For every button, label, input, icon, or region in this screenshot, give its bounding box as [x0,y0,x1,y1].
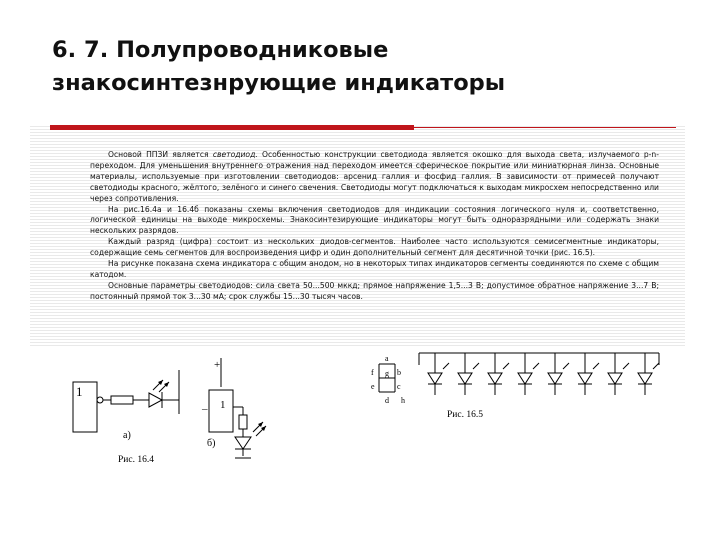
paragraph-1-rest: Особенностью конструкции светодиода является окошко для выхода света, излучаемого p-n-переходом. Для уменьшения внутреннего отражения над переходом имеется сферическое покрытие или миниатюрная линза. Основные материалы, используемые при изготовлении светодиодов: арсенид галлия и фосфид галлия. В зависимости от примесей получают светодиоды красного, жёлтого, зелёного и синего свечения. Светодиоды могут подключаться к выходам микросхем непосредственно или через сопротивления. [90,150,659,203]
figure-16-5-schematic [365,347,662,427]
segment-g-label: g [385,369,389,378]
segment-f-label: f [371,368,374,377]
segment-b-label: b [397,368,401,377]
gate-a-inversion-bubble [97,397,103,403]
paragraph-2: На рис.16.4а и 16.4б показаны схемы включения светодиодов для индикации состояния логического нуля и, соответственно, логической единицы на выходе микросхемы. Знакосинтезирующие индикаторы могут быть одноразрядными или содержать знаки нескольких разрядов. [90,204,659,236]
title-line-2: знакосинтезнрующие индикаторы [52,70,506,96]
paragraph-4: На рисунке показана схема индикатора с общим анодом, но в некоторых типах индикаторов сегменты соединяются по схеме с общим катодом. [90,259,659,279]
body-text [90,150,659,303]
figure-16-4 [63,352,348,470]
subfigure-a-label: а) [123,430,131,441]
title-underline-thin-line [414,127,676,128]
resistor-b [239,415,247,429]
plus-sign: + [214,359,221,371]
segment-e-label: e [371,382,375,391]
figure-16-5 [365,347,662,427]
resistor-a [111,396,133,404]
paragraph-1-start: Основой ППЗИ является [108,150,213,159]
slide-title [52,34,692,100]
segment-c-label: c [397,382,401,391]
minus-sign: – [202,403,208,415]
led-a-triangle [149,393,162,407]
gate-a-label: 1 [76,384,83,399]
paragraph-1-emphasis: светодиод. [212,150,258,159]
gate-b-box [209,390,233,432]
paragraph-5: Основные параметры светодиодов: сила света 50...500 мккд; прямое напряжение 1,5...3 В; допустимое обратное напряжение 3...7 В; постоянный прямой ток 3...30 мА; срок службы 15...30 тысяч часов. [90,280,659,301]
led-b-triangle [235,437,251,449]
subfigure-b-label: б) [207,438,216,449]
segment-a-label: a [385,354,389,363]
title-line-1: 6. 7. Полупроводниковые [52,37,389,63]
led-array [428,353,652,395]
gate-b-label: 1 [220,399,226,411]
figure-16-4-schematic [63,352,348,470]
figure-16-5-caption: Рис. 16.5 [447,410,483,420]
figure-16-4-caption: Рис. 16.4 [118,455,154,465]
paragraph-1 [90,150,659,205]
paragraph-3: Каждый разряд (цифра) состоит из нескольких диодов-сегментов. Наиболее часто используются семисегментные индикаторы, содержащие семь сегментов для воспроизведения цифр и один дополнительный сегмент для десятичной точки (рис. 16.5). [90,237,659,258]
title-underline-red-bar [50,125,414,130]
segment-h-label: h [401,396,405,405]
segment-d-label: d [385,396,389,405]
